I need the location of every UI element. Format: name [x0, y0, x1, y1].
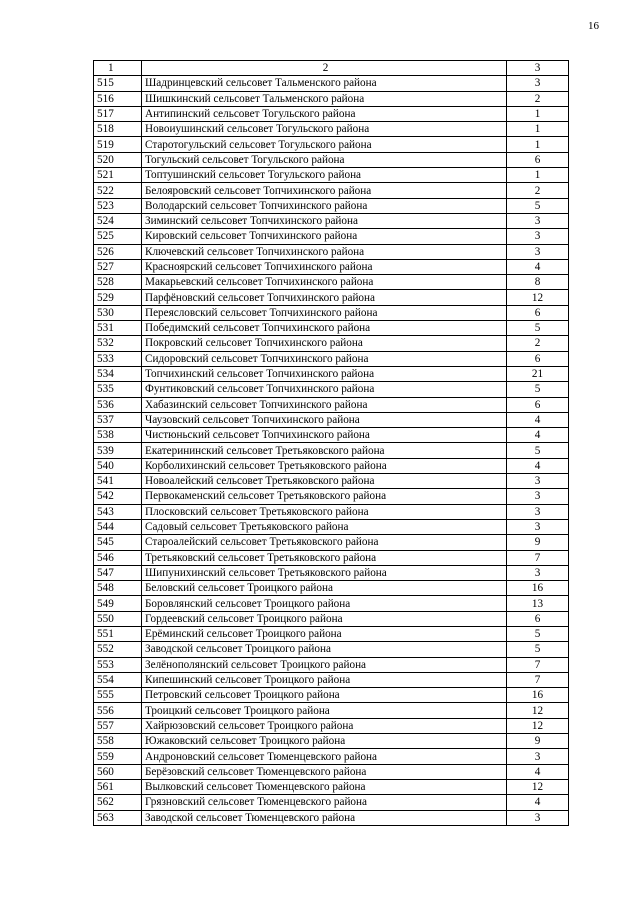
table-row [94, 275, 569, 290]
table-row [94, 229, 569, 244]
table-row [94, 244, 569, 259]
row-number: 562 [94, 795, 142, 810]
table-row [94, 213, 569, 228]
row-name: Заводской сельсовет Тюменцевского района [142, 810, 507, 825]
row-number: 524 [94, 213, 142, 228]
row-name: Первокаменский сельсовет Третьяковского района [142, 489, 507, 504]
row-name: Хайрюзовский сельсовет Троицкого района [142, 718, 507, 733]
row-count: 3 [507, 474, 569, 489]
row-count: 6 [507, 611, 569, 626]
row-name: Берёзовский сельсовет Тюменцевского района [142, 764, 507, 779]
table-row [94, 519, 569, 534]
table-row [94, 795, 569, 810]
row-name: Чистюньский сельсовет Топчихинского района [142, 428, 507, 443]
table-row [94, 351, 569, 366]
header-cell-number: 1 [94, 61, 142, 76]
row-number: 526 [94, 244, 142, 259]
row-name: Макарьевский сельсовет Топчихинского района [142, 275, 507, 290]
table-row [94, 626, 569, 641]
row-count: 5 [507, 642, 569, 657]
row-count: 5 [507, 443, 569, 458]
row-number: 520 [94, 152, 142, 167]
row-name: Троицкий сельсовет Троицкого района [142, 703, 507, 718]
row-number: 528 [94, 275, 142, 290]
row-count: 4 [507, 764, 569, 779]
row-count: 5 [507, 382, 569, 397]
row-name: Кипешинский сельсовет Троицкого района [142, 672, 507, 687]
row-count: 4 [507, 428, 569, 443]
row-number: 539 [94, 443, 142, 458]
row-name: Антипинский сельсовет Тогульского района [142, 106, 507, 121]
table-row [94, 688, 569, 703]
table-row [94, 550, 569, 565]
row-name: Ключевский сельсовет Топчихинского района [142, 244, 507, 259]
row-number: 544 [94, 519, 142, 534]
row-count: 3 [507, 749, 569, 764]
row-number: 517 [94, 106, 142, 121]
row-number: 518 [94, 122, 142, 137]
row-number: 525 [94, 229, 142, 244]
table-row [94, 611, 569, 626]
row-count: 3 [507, 504, 569, 519]
page-number: 16 [588, 20, 599, 32]
row-name: Володарский сельсовет Топчихинского района [142, 198, 507, 213]
row-number: 557 [94, 718, 142, 733]
table-row [94, 91, 569, 106]
table-row [94, 152, 569, 167]
row-name: Фунтиковский сельсовет Топчихинского района [142, 382, 507, 397]
row-number: 542 [94, 489, 142, 504]
row-count: 4 [507, 795, 569, 810]
table-row [94, 764, 569, 779]
row-name: Красноярский сельсовет Топчихинского района [142, 259, 507, 274]
row-count: 3 [507, 565, 569, 580]
table-row [94, 76, 569, 91]
table-row [94, 703, 569, 718]
row-name: Сидоровский сельсовет Топчихинского района [142, 351, 507, 366]
row-number: 547 [94, 565, 142, 580]
row-count: 1 [507, 168, 569, 183]
row-number: 527 [94, 259, 142, 274]
table-row [94, 458, 569, 473]
row-number: 523 [94, 198, 142, 213]
row-number: 515 [94, 76, 142, 91]
table-row [94, 397, 569, 412]
row-count: 9 [507, 535, 569, 550]
row-name: Топтушинский сельсовет Тогульского района [142, 168, 507, 183]
row-count: 1 [507, 122, 569, 137]
row-name: Ерёминский сельсовет Троицкого района [142, 626, 507, 641]
row-number: 537 [94, 412, 142, 427]
row-name: Третьяковский сельсовет Третьяковского района [142, 550, 507, 565]
row-count: 1 [507, 106, 569, 121]
row-name: Хабазинский сельсовет Топчихинского района [142, 397, 507, 412]
table-row [94, 749, 569, 764]
table-row [94, 137, 569, 152]
row-count: 3 [507, 213, 569, 228]
table-row [94, 504, 569, 519]
row-name: Новоиушинский сельсовет Тогульского района [142, 122, 507, 137]
row-name: Зелёнополянский сельсовет Троицкого района [142, 657, 507, 672]
row-count: 3 [507, 489, 569, 504]
row-name: Боровлянский сельсовет Троицкого района [142, 596, 507, 611]
table-header-row [94, 61, 569, 76]
row-name: Екатерининский сельсовет Третьяковского района [142, 443, 507, 458]
row-count: 6 [507, 351, 569, 366]
row-count: 6 [507, 397, 569, 412]
row-name: Староалейский сельсовет Третьяковского района [142, 535, 507, 550]
row-number: 552 [94, 642, 142, 657]
row-name: Зиминский сельсовет Топчихинского района [142, 213, 507, 228]
row-number: 558 [94, 734, 142, 749]
table-row [94, 642, 569, 657]
row-name: Чаузовский сельсовет Топчихинского района [142, 412, 507, 427]
row-number: 519 [94, 137, 142, 152]
table-row [94, 718, 569, 733]
table-row [94, 734, 569, 749]
row-count: 3 [507, 519, 569, 534]
row-number: 532 [94, 336, 142, 351]
row-count: 16 [507, 581, 569, 596]
row-number: 530 [94, 305, 142, 320]
row-count: 3 [507, 76, 569, 91]
row-name: Шадринцевский сельсовет Тальменского района [142, 76, 507, 91]
row-number: 521 [94, 168, 142, 183]
row-name: Гордеевский сельсовет Троицкого района [142, 611, 507, 626]
row-name: Новоалейский сельсовет Третьяковского района [142, 474, 507, 489]
table-row [94, 474, 569, 489]
table-row [94, 321, 569, 336]
row-count: 5 [507, 198, 569, 213]
row-count: 12 [507, 718, 569, 733]
row-count: 5 [507, 321, 569, 336]
table-row [94, 382, 569, 397]
table-row [94, 581, 569, 596]
row-name: Южаковский сельсовет Троицкого района [142, 734, 507, 749]
table-row [94, 779, 569, 794]
row-number: 529 [94, 290, 142, 305]
table-row [94, 412, 569, 427]
row-count: 12 [507, 779, 569, 794]
table-row [94, 428, 569, 443]
row-name: Белояровский сельсовет Топчихинского района [142, 183, 507, 198]
row-number: 536 [94, 397, 142, 412]
row-number: 561 [94, 779, 142, 794]
row-name: Плосковский сельсовет Третьяковского района [142, 504, 507, 519]
row-count: 21 [507, 366, 569, 381]
row-number: 516 [94, 91, 142, 106]
row-count: 7 [507, 657, 569, 672]
row-number: 549 [94, 596, 142, 611]
row-name: Беловский сельсовет Троицкого района [142, 581, 507, 596]
row-number: 560 [94, 764, 142, 779]
row-name: Шипунихинский сельсовет Третьяковского района [142, 565, 507, 580]
header-cell-count: 3 [507, 61, 569, 76]
row-count: 7 [507, 672, 569, 687]
table-row [94, 336, 569, 351]
row-number: 540 [94, 458, 142, 473]
row-number: 522 [94, 183, 142, 198]
row-count: 5 [507, 626, 569, 641]
table-row [94, 122, 569, 137]
table-row [94, 596, 569, 611]
row-number: 545 [94, 535, 142, 550]
row-count: 3 [507, 810, 569, 825]
row-number: 546 [94, 550, 142, 565]
row-count: 16 [507, 688, 569, 703]
header-cell-name: 2 [142, 61, 507, 76]
row-name: Переясловский сельсовет Топчихинского района [142, 305, 507, 320]
row-name: Тогульский сельсовет Тогульского района [142, 152, 507, 167]
row-name: Старотогульский сельсовет Тогульского района [142, 137, 507, 152]
row-name: Шишкинский сельсовет Тальменского района [142, 91, 507, 106]
row-name: Победимский сельсовет Топчихинского района [142, 321, 507, 336]
row-count: 1 [507, 137, 569, 152]
row-count: 13 [507, 596, 569, 611]
table-row [94, 565, 569, 580]
row-name: Садовый сельсовет Третьяковского района [142, 519, 507, 534]
table-row [94, 198, 569, 213]
row-count: 4 [507, 259, 569, 274]
table-row [94, 168, 569, 183]
row-name: Покровский сельсовет Топчихинского района [142, 336, 507, 351]
table-row [94, 672, 569, 687]
table-row [94, 366, 569, 381]
table-row [94, 535, 569, 550]
table-row [94, 657, 569, 672]
table-row [94, 259, 569, 274]
row-number: 555 [94, 688, 142, 703]
row-count: 2 [507, 183, 569, 198]
row-name: Топчихинский сельсовет Топчихинского района [142, 366, 507, 381]
row-number: 538 [94, 428, 142, 443]
row-number: 541 [94, 474, 142, 489]
table-row [94, 290, 569, 305]
row-count: 7 [507, 550, 569, 565]
row-count: 9 [507, 734, 569, 749]
row-count: 6 [507, 152, 569, 167]
row-number: 535 [94, 382, 142, 397]
row-count: 2 [507, 91, 569, 106]
row-name: Парфёновский сельсовет Топчихинского района [142, 290, 507, 305]
row-name: Кировский сельсовет Топчихинского района [142, 229, 507, 244]
table-row [94, 489, 569, 504]
row-count: 4 [507, 458, 569, 473]
row-number: 543 [94, 504, 142, 519]
row-number: 548 [94, 581, 142, 596]
table-row [94, 305, 569, 320]
row-number: 554 [94, 672, 142, 687]
row-number: 534 [94, 366, 142, 381]
row-name: Заводской сельсовет Троицкого района [142, 642, 507, 657]
row-number: 550 [94, 611, 142, 626]
row-name: Вылковский сельсовет Тюменцевского района [142, 779, 507, 794]
row-name: Корболихинский сельсовет Третьяковского района [142, 458, 507, 473]
table-row [94, 443, 569, 458]
row-number: 533 [94, 351, 142, 366]
row-count: 12 [507, 290, 569, 305]
table-row [94, 810, 569, 825]
row-count: 8 [507, 275, 569, 290]
row-number: 553 [94, 657, 142, 672]
row-count: 3 [507, 229, 569, 244]
row-count: 3 [507, 244, 569, 259]
row-name: Андроновский сельсовет Тюменцевского района [142, 749, 507, 764]
row-count: 6 [507, 305, 569, 320]
row-number: 559 [94, 749, 142, 764]
data-table [93, 60, 569, 826]
row-number: 563 [94, 810, 142, 825]
row-name: Грязновский сельсовет Тюменцевского района [142, 795, 507, 810]
row-count: 4 [507, 412, 569, 427]
table-row [94, 183, 569, 198]
row-number: 531 [94, 321, 142, 336]
row-count: 2 [507, 336, 569, 351]
row-name: Петровский сельсовет Троицкого района [142, 688, 507, 703]
row-number: 551 [94, 626, 142, 641]
table-row [94, 106, 569, 121]
row-count: 12 [507, 703, 569, 718]
row-number: 556 [94, 703, 142, 718]
